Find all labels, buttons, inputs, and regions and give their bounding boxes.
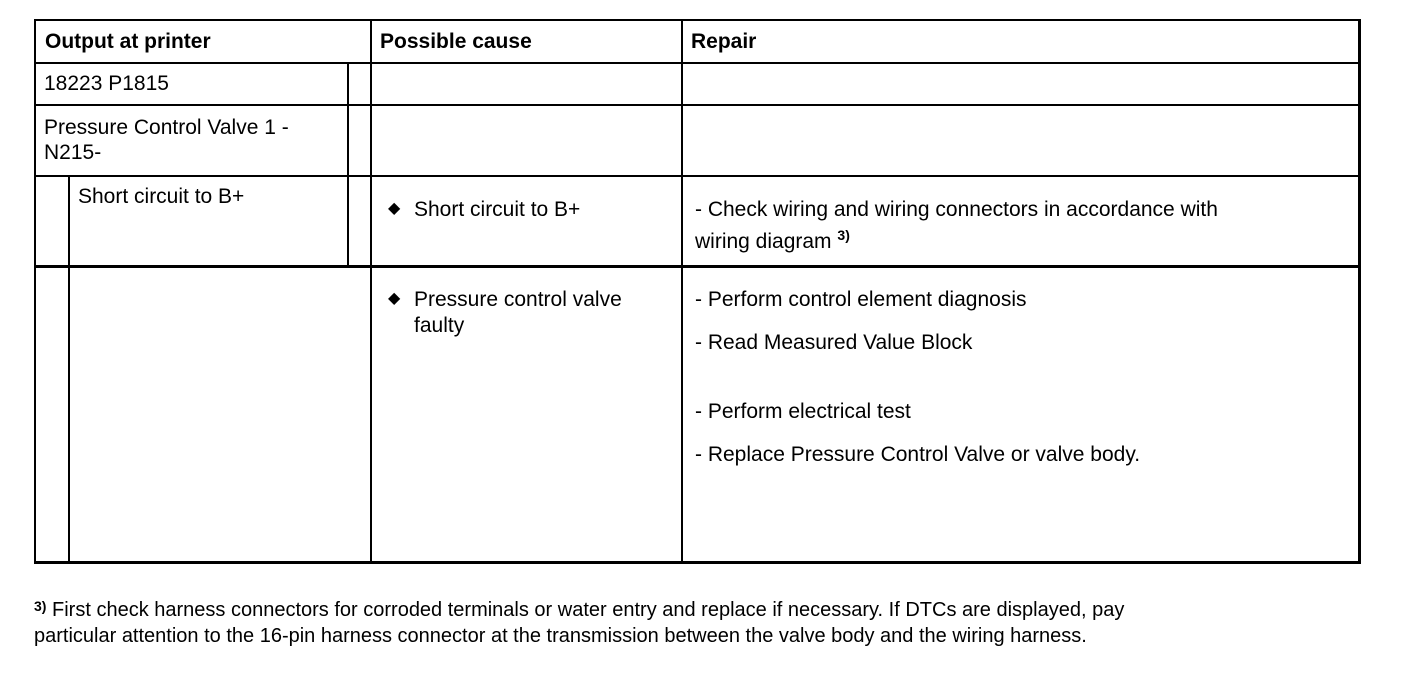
repair-step: - Perform control element diagnosis — [695, 288, 1027, 311]
cause-valve-faulty-line1: Pressure control valve — [414, 288, 622, 311]
repair-step: - Read Measured Value Block — [695, 331, 973, 354]
table-border-right — [1358, 19, 1361, 564]
header-possible-cause: Possible cause — [380, 30, 532, 53]
col-divider-narrow — [347, 63, 349, 266]
table-border-bottom — [34, 561, 1361, 564]
repair-check-wiring-line1: - Check wiring and wiring connectors in accordance with — [695, 198, 1218, 221]
row-divider-fault — [34, 265, 1361, 268]
table-border-top — [34, 19, 1361, 21]
repair-step: - Perform electrical test — [695, 400, 911, 423]
col-divider-cause — [370, 19, 372, 564]
fault-code: 18223 P1815 — [44, 72, 169, 95]
cause-valve-faulty-line2: faulty — [414, 314, 465, 337]
row-divider-code — [34, 104, 1361, 106]
table-border-left — [34, 19, 36, 564]
header-repair: Repair — [691, 30, 757, 53]
repair-check-wiring-text: wiring diagram — [695, 230, 832, 253]
header-output-at-printer: Output at printer — [45, 30, 211, 53]
component-name-line1: Pressure Control Valve 1 - — [44, 116, 289, 139]
footnote-mark: 3) — [34, 598, 47, 614]
repair-step: - Replace Pressure Control Valve or valve body. — [695, 443, 1141, 466]
bullet-icon: ◆ — [388, 290, 401, 307]
footnote-line1 — [34, 597, 1374, 623]
col-divider-indent — [68, 176, 70, 563]
fault-description: Short circuit to B+ — [78, 185, 245, 208]
component-name-line2: N215- — [44, 141, 102, 164]
row-divider-header — [34, 62, 1361, 64]
row-divider-component — [34, 175, 1361, 177]
col-divider-repair — [681, 19, 683, 564]
footnote-text-line1: First check harness connectors for corroded terminals or water entry and replace if necessary. If DTCs are displayed, pay — [52, 599, 1125, 621]
repair-check-wiring-line2 — [695, 229, 850, 255]
footnote — [34, 597, 1374, 649]
footnote-reference: 3) — [837, 227, 850, 243]
bullet-icon: ◆ — [388, 200, 401, 217]
footnote-text-line2: particular attention to the 16-pin harness connector at the transmission between the valve body and the wiring harness. — [34, 625, 1087, 647]
cause-short-circuit: Short circuit to B+ — [414, 198, 581, 221]
